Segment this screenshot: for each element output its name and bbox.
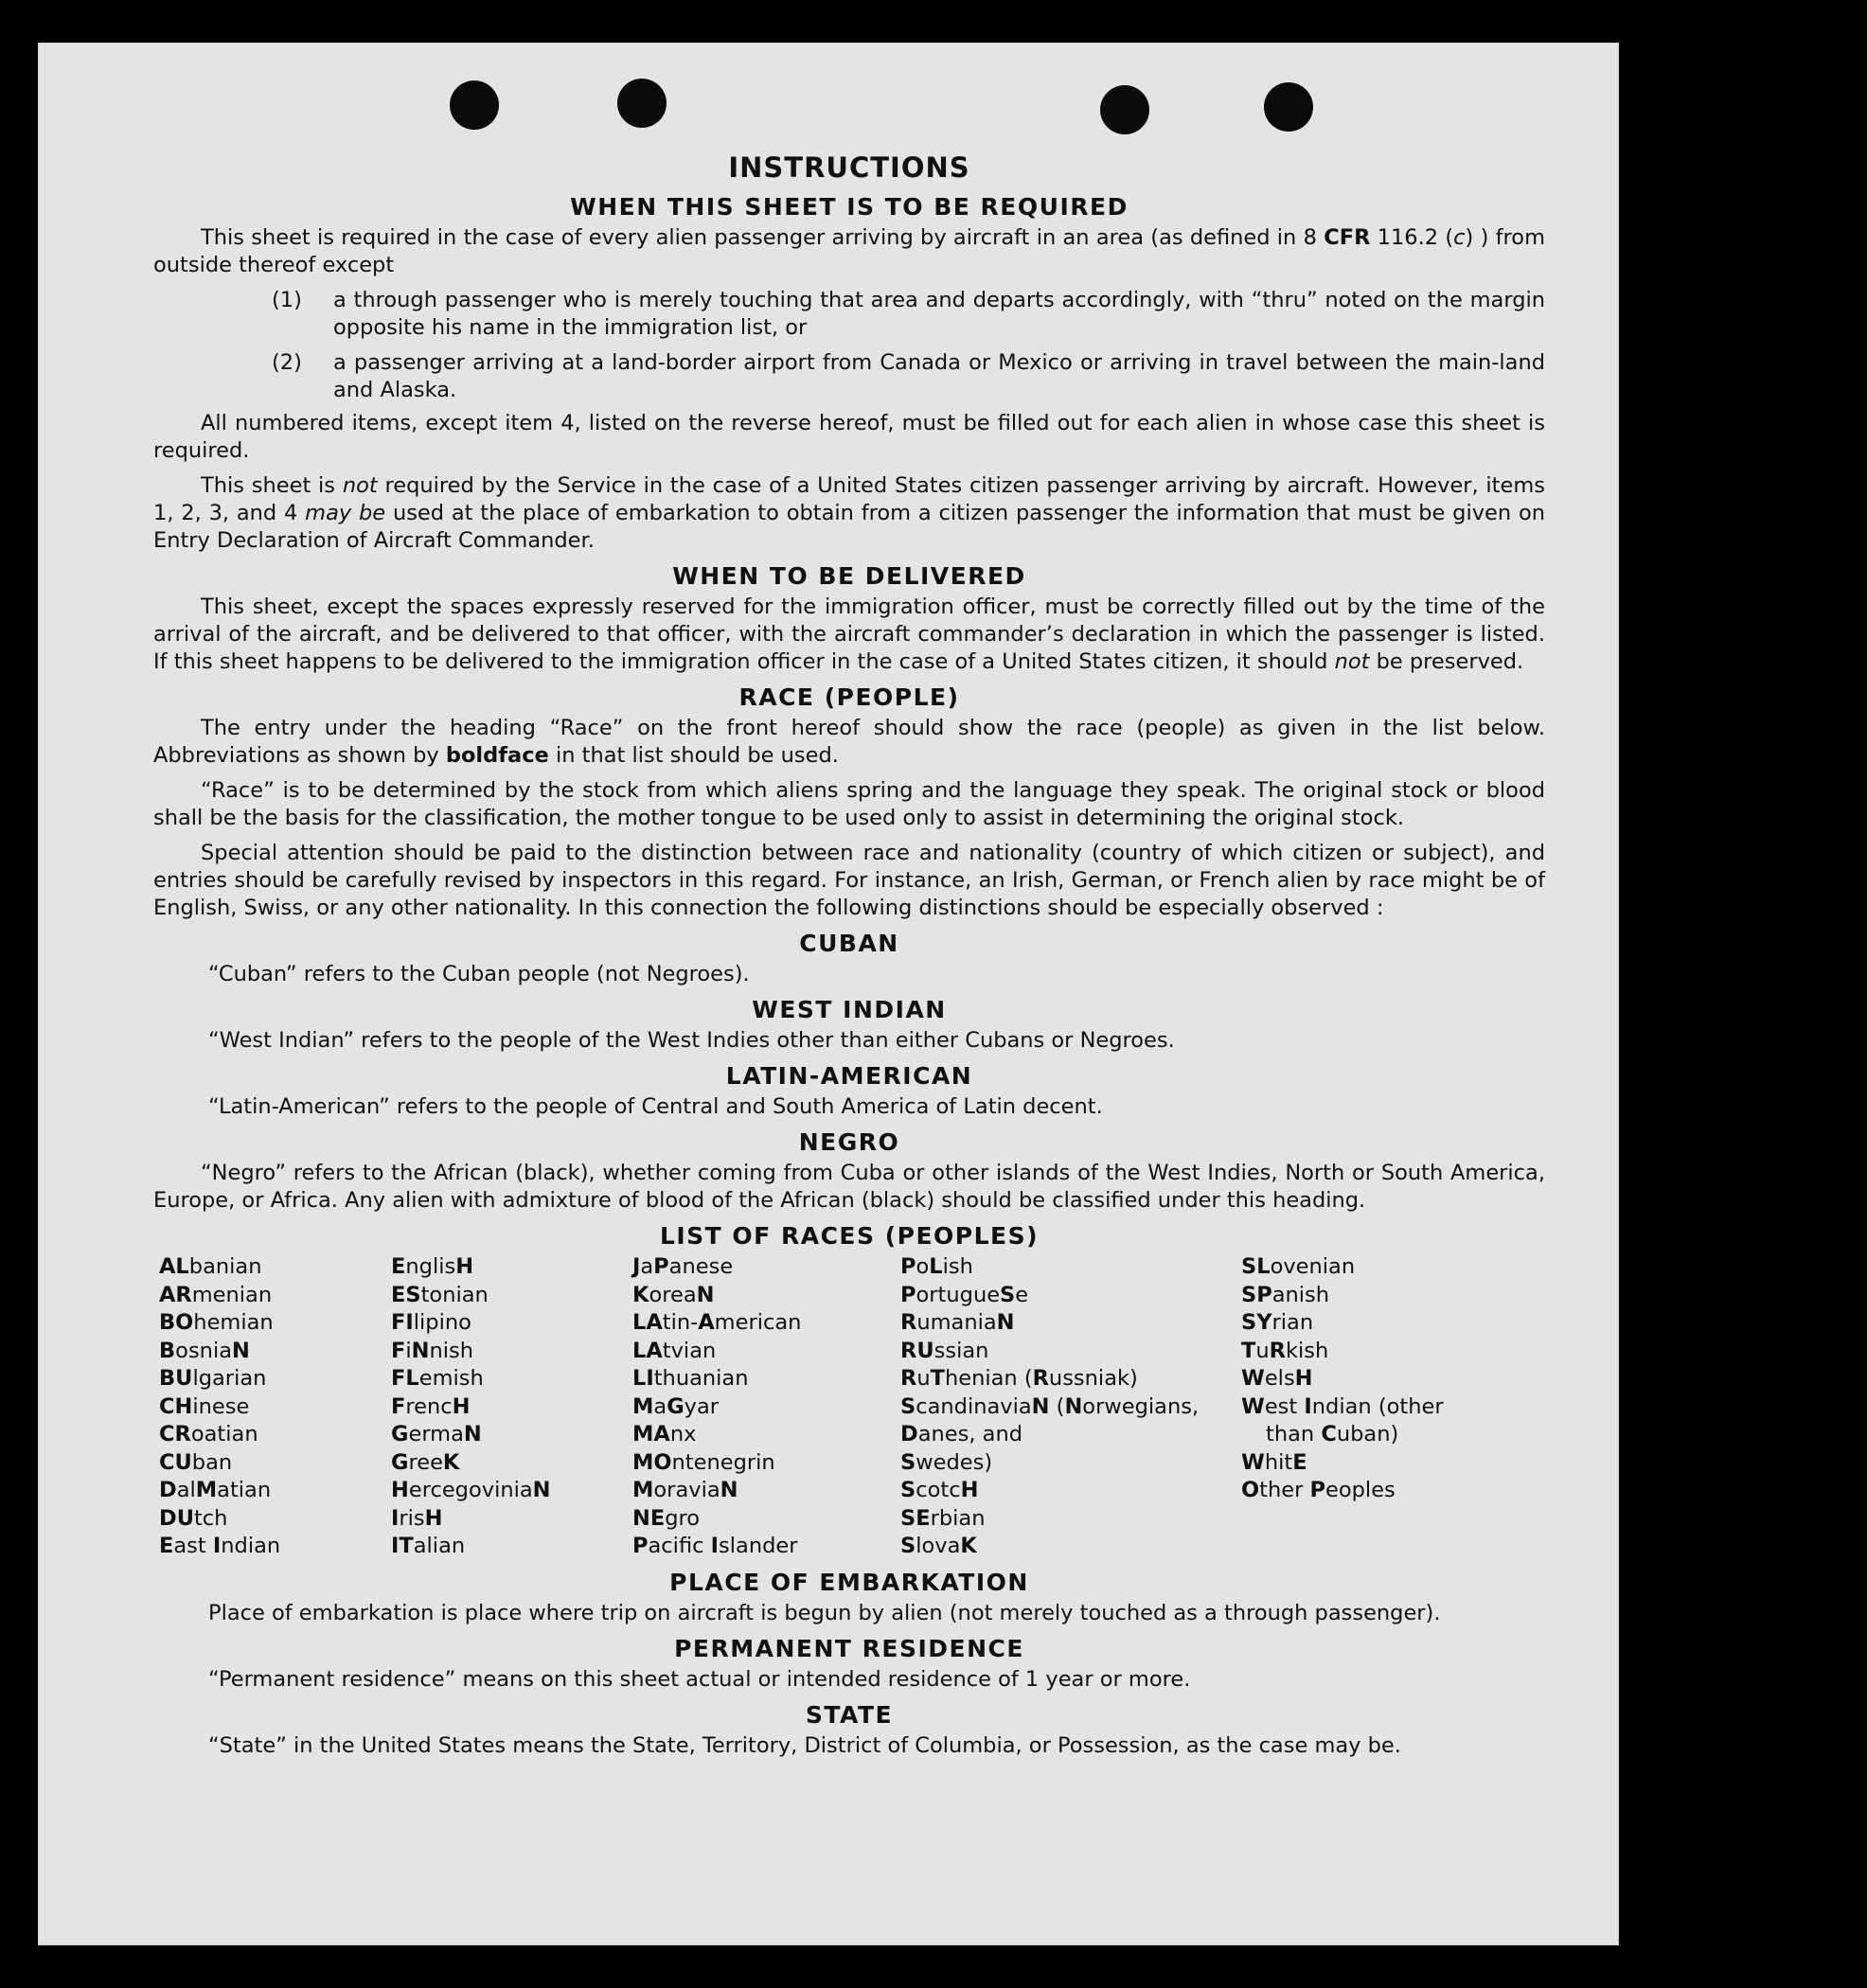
race-paragraph: The entry under the heading “Race” on the front hereof should show the race (people) as given in the list below. Abbreviations as shown by boldface in that list should be used. (153, 716, 1545, 768)
citizen-paragraph: This sheet is not required by the Service in the case of a United States citizen passenger arriving by aircraft. However, items 1, 2, 3, and 4 may be used at the place of embarkation to obtain from a citizen passenger the information that must be given on Entry Declaration of Aircraft Commander. (153, 473, 1545, 553)
race-entry: than Cuban) (1266, 1422, 1399, 1447)
race-entry: MAnx (632, 1422, 697, 1447)
race-entry: NEgro (632, 1505, 701, 1531)
cuban-definition: “Cuban” refers to the Cuban people (not Negroes). (208, 962, 750, 986)
item-text: a through passenger who is merely touching that area and departs accordingly, with “thru” noted on the margin opposite his name in the immigration list, or (333, 288, 1545, 340)
place-of-embarkation-definition: Place of embarkation is place where trip on aircraft is begun by alien (not merely touched as a through passenger). (208, 1600, 1441, 1625)
race-entry: DalMatian (159, 1478, 272, 1502)
latin-american-definition: “Latin-American” refers to the people of Central and South America of Latin decent. (208, 1094, 1103, 1119)
race-entry: HercegoviniaN (391, 1478, 551, 1502)
heading-latin-american: LATIN-AMERICAN (725, 1062, 973, 1090)
race-column (159, 1253, 391, 1561)
exception-item (153, 287, 1545, 342)
race-entry: Danes, and (900, 1422, 1022, 1447)
race-entry: SPanish (1241, 1282, 1330, 1307)
race-entry: ScotcH (900, 1478, 979, 1502)
race-entry: Other Peoples (1241, 1478, 1396, 1502)
race-entry: KoreaN (632, 1282, 715, 1307)
race-entry: Pacifc Islander (632, 1534, 798, 1558)
race-entry: ITalian (391, 1534, 466, 1558)
race-entry: WhitE (1241, 1449, 1307, 1475)
list-of-races (159, 1253, 1545, 1561)
race-entry: West Indian (other (1241, 1393, 1444, 1419)
item-number: (1) (272, 288, 302, 312)
race-entry: LAtin-American (632, 1310, 802, 1335)
race-entry: FrencH (391, 1393, 471, 1419)
race-entry: RumaniaN (900, 1310, 1015, 1335)
race-entry: MoraviaN (632, 1478, 738, 1502)
numbered-items-paragraph: All numbered items, except item 4, listed on the reverse hereof, must be filled out for each alien in whose case this sheet is required. (153, 411, 1545, 463)
race-entry: EnglisH (391, 1254, 474, 1279)
race-entry: BOhemian (159, 1310, 274, 1335)
instructions-content (153, 151, 1545, 1767)
race-entry: RUssian (900, 1338, 989, 1363)
race-column (1241, 1253, 1525, 1561)
race-entry: MaGyar (632, 1393, 720, 1419)
punch-hole (1100, 85, 1149, 134)
race-entry: BosniaN (159, 1338, 250, 1363)
race-entry: WelsH (1241, 1366, 1313, 1391)
race-entry: RuThenian (Russniak) (900, 1366, 1138, 1391)
heading-state: STATE (805, 1700, 894, 1729)
race-entry: PortugueSe (900, 1282, 1029, 1307)
state-definition: “State” in the United States means the State, Territory, District of Columbia, or Possession, as the case may be. (208, 1732, 1401, 1758)
instructions-title: INSTRUCTIONS (728, 151, 970, 184)
when-delivered-text: This sheet, except the spaces expressly reserved for the immigration officer, must be correctly filled out by the time of the arrival of the aircraft, and be delivered to that officer, with the aircraft commander’s declaration in which the passenger is listed. If this sheet happens to be delivered to the immigration officer in the case of a United States citizen, it should not be preserved. (153, 595, 1545, 674)
heading-place-of-embarkation: PLACE OF EMBARKATION (669, 1568, 1029, 1596)
race-entry: DUtch (159, 1505, 228, 1531)
race-entry: GreeK (391, 1449, 460, 1475)
race-entry: SLovenian (1241, 1254, 1356, 1279)
race-entry: East Indian (159, 1534, 281, 1558)
race-entry: Swedes) (900, 1449, 993, 1475)
exception-item (153, 349, 1545, 404)
race-entry: GermaN (391, 1422, 482, 1447)
document-sheet (38, 43, 1619, 1945)
heading-cuban: CUBAN (799, 930, 899, 957)
race-paragraph: Special attention should be paid to the distinction between race and nationality (country of which citizen or subject), and entries should be carefully revised by inspectors in this regard. For instance, an Irish, German, or French alien by race might be of English, Swiss, or any other nationality. In this connection the following distinctions should be especially observed : (153, 841, 1545, 920)
west-indian-definition: “West Indian” refers to the people of the West Indies other than either Cubans or Negroes. (208, 1028, 1175, 1053)
heading-list-of-races: LIST OF RACES (PEOPLES) (659, 1222, 1040, 1250)
race-entry: MOntenegrin (632, 1449, 775, 1475)
negro-definition: “Negro” refers to the African (black), whether coming from Cuba or other islands of the West Indies, North or South America, Europe, or Africa. Any alien with admixture of blood of the African (black) should be classified under this heading. (153, 1161, 1545, 1213)
race-entry: SYrian (1241, 1310, 1314, 1335)
race-column (391, 1253, 632, 1561)
punch-hole (450, 80, 499, 130)
race-entry: FIlipino (391, 1310, 471, 1335)
race-column (632, 1253, 900, 1561)
permanent-residence-definition: “Permanent residence” means on this sheet actual or intended residence of 1 year or more. (208, 1666, 1191, 1692)
race-entry: SErbian (900, 1505, 986, 1531)
race-entry: BUlgarian (159, 1366, 267, 1391)
item-text: a passenger arriving at a land-border airport from Canada or Mexico or arriving in travel between the main-land and Alaska. (333, 350, 1545, 402)
race-entry: ARmenian (159, 1282, 273, 1307)
punch-hole (1264, 82, 1313, 132)
race-entry: SlovaK (900, 1534, 977, 1558)
punch-hole (617, 79, 667, 128)
race-entry: FiNnish (391, 1338, 474, 1363)
heading-when-required: WHEN THIS SHEET IS TO BE REQUIRED (570, 193, 1129, 221)
heading-negro: NEGRO (798, 1128, 900, 1156)
race-entry: CRoatian (159, 1422, 258, 1447)
heading-west-indian: WEST INDIAN (752, 996, 947, 1023)
race-entry: TuRkish (1241, 1338, 1329, 1363)
heading-when-delivered: WHEN TO BE DELIVERED (672, 562, 1026, 590)
heading-permanent-residence: PERMANENT RESIDENCE (674, 1634, 1024, 1662)
race-entry: CUban (159, 1449, 233, 1475)
race-entry: JaPanese (632, 1254, 734, 1279)
when-required-intro: This sheet is required in the case of every alien passenger arriving by aircraft in an area (as defined in 8 CFR 116.2 (c) ) from outside thereof except (153, 225, 1545, 277)
race-entry: LAtvian (632, 1338, 717, 1363)
item-number: (2) (272, 350, 302, 375)
race-entry: IrisH (391, 1505, 443, 1531)
race-paragraph: “Race” is to be determined by the stock from which aliens spring and the language they speak. The original stock or blood shall be the basis for the classification, the mother tongue to be used only to assist in determining the original stock. (153, 778, 1545, 830)
race-entry: CHinese (159, 1393, 250, 1419)
heading-race: RACE (PEOPLE) (738, 683, 960, 711)
race-entry: LIthuanian (632, 1366, 749, 1391)
race-entry: FLemish (391, 1366, 484, 1391)
race-entry: EStonian (391, 1282, 489, 1307)
race-entry: PoLish (900, 1254, 973, 1279)
race-column (900, 1253, 1241, 1561)
race-entry: ScandinaviaN (Norwegians, (900, 1393, 1200, 1419)
race-entry: ALbanian (159, 1254, 262, 1279)
